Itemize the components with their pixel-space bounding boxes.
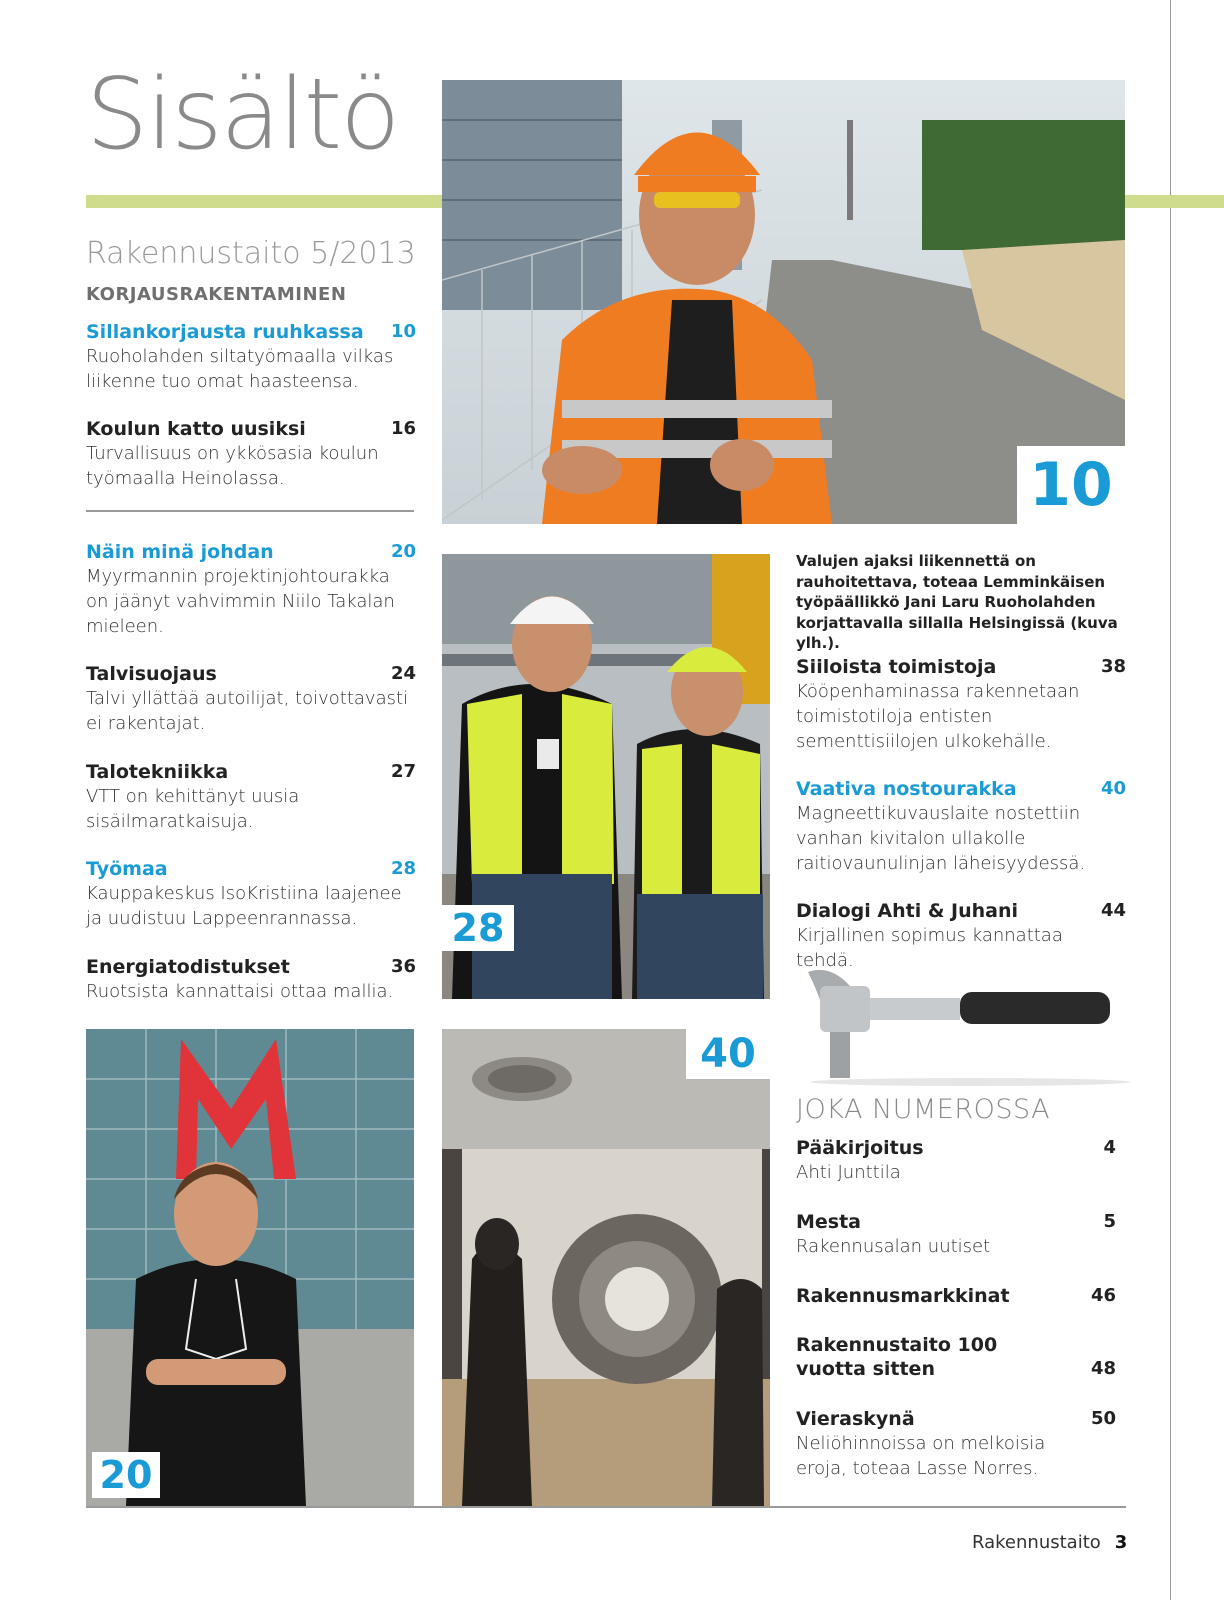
every-issue-heading: JOKA NUMEROSSA [796, 1094, 1051, 1125]
toc-entry[interactable] [86, 857, 416, 931]
entry-page: 28 [390, 858, 416, 879]
page-footer [972, 1532, 1127, 1553]
entry-desc: Kööpenhaminassa rakennetaan toimistotiloja entisten sementtisiilojen ulkokehälle. [796, 681, 1080, 752]
photo-mri-lift [442, 1029, 770, 1506]
entry-page: 50 [1090, 1408, 1116, 1429]
photo-caption: Valujen ajaksi liikennettä on rauhoitettava, toteaa Lemminkäisen työpäällikkö Jani Laru Ruoholahden korjattavalla sillalla Helsingissä (kuva ylh.). [796, 552, 1118, 652]
regular-entry[interactable] [796, 1284, 1116, 1308]
entry-title: Vaativa nostourakka [796, 778, 1017, 800]
regular-entry[interactable] [796, 1407, 1116, 1481]
entry-desc: Myyrmannin projektinjohtourakka on jäänyt vahvimmin Niilo Takalan mieleen. [86, 566, 395, 637]
entry-desc: Kauppakeskus IsoKristiina laajenee ja uudistuu Lappeenrannassa. [86, 883, 402, 929]
regular-entry[interactable] [796, 1210, 1116, 1259]
divider [86, 510, 414, 512]
photo-mall-man [86, 1029, 414, 1506]
entry-page: 27 [390, 761, 416, 782]
toc-entry[interactable] [86, 662, 416, 736]
section-heading: KORJAUSRAKENTAMINEN [86, 284, 347, 305]
entry-desc: Turvallisuus on ykkösasia koulun työmaalla Heinolassa. [86, 443, 379, 489]
entry-title: Siiloista toimistoja [796, 656, 997, 678]
entry-title: Rakennusmarkkinat [796, 1285, 1010, 1307]
entry-page: 4 [1103, 1137, 1116, 1158]
page-badge-20: 20 [92, 1452, 160, 1498]
page-badge-40: 40 [686, 1029, 770, 1079]
entry-desc: Ruoholahden siltatyömaalla vilkas liikenne tuo omat haasteensa. [86, 346, 394, 392]
bottom-rule [86, 1506, 1126, 1508]
entry-page: 40 [1100, 778, 1126, 799]
entry-title: Vieraskynä [796, 1408, 915, 1430]
toc-entry[interactable] [86, 540, 416, 639]
page-badge-10: 10 [1017, 446, 1125, 524]
toc-entry[interactable] [86, 955, 416, 1004]
entry-title: Energiatodistukset [86, 956, 290, 978]
photo-two-workers [442, 554, 770, 999]
entry-title: Talotekniikka [86, 761, 229, 783]
page-title: Sisältö [86, 58, 399, 172]
entry-page: 20 [390, 541, 416, 562]
entry-desc: Kirjallinen sopimus kannattaa tehdä. [796, 925, 1063, 971]
entry-title: Koulun katto uusiksi [86, 418, 306, 440]
issue-label: Rakennustaito 5/2013 [86, 236, 416, 271]
entry-page: 24 [390, 663, 416, 684]
entry-page: 48 [1090, 1358, 1116, 1379]
entry-page: 10 [390, 321, 416, 342]
entry-desc: Rakennusalan uutiset [796, 1236, 991, 1257]
entry-page: 36 [390, 956, 416, 977]
entry-title: Näin minä johdan [86, 541, 274, 563]
page-badge-28: 28 [442, 905, 514, 951]
entry-desc: Ahti Junttila [796, 1162, 901, 1183]
entry-title: Pääkirjoitus [796, 1137, 924, 1159]
toc-entry[interactable] [86, 417, 416, 491]
page-edge-rule [1170, 0, 1171, 1600]
entry-desc: Talvi yllättää autoilijat, toivottavasti ei rakentajat. [86, 688, 409, 734]
toc-entry[interactable] [86, 760, 416, 834]
toc-entry[interactable] [796, 777, 1126, 876]
regular-entry[interactable] [796, 1136, 1116, 1185]
entry-page: 16 [390, 418, 416, 439]
footer-page-number: 3 [1114, 1532, 1128, 1553]
entry-title: Sillankorjausta ruuhkassa [86, 321, 364, 343]
entry-desc: Ruotsista kannattaisi ottaa mallia. [86, 981, 394, 1002]
entry-page: 46 [1090, 1285, 1116, 1306]
footer-magazine: Rakennustaito [972, 1532, 1101, 1553]
entry-page: 5 [1103, 1211, 1116, 1232]
entry-desc: Neliöhinnoissa on melkoisia eroja, toteaa Lasse Norres. [796, 1433, 1046, 1479]
entry-page: 44 [1100, 900, 1126, 921]
hammer-icon [800, 960, 1140, 1090]
toc-entry[interactable] [86, 320, 416, 394]
entry-title: Rakennustaito 100 vuotta sitten [796, 1334, 998, 1380]
entry-title: Työmaa [86, 858, 168, 880]
regular-entry[interactable] [796, 1333, 1116, 1381]
photo-bridge-worker [442, 80, 1125, 524]
toc-entry[interactable] [796, 655, 1126, 754]
entry-title: Talvisuojaus [86, 663, 217, 685]
accent-bar-left [86, 195, 442, 208]
accent-bar-right [1120, 195, 1224, 208]
entry-title: Dialogi Ahti & Juhani [796, 900, 1019, 922]
entry-page: 38 [1100, 656, 1126, 677]
entry-title: Mesta [796, 1211, 862, 1233]
entry-desc: VTT on kehittänyt uusia sisäilmaratkaisuja. [86, 786, 300, 832]
entry-desc: Magneettikuvauslaite nostettiin vanhan kivitalon ullakolle raitiovaunulinjan läheisyydessä. [796, 803, 1086, 874]
